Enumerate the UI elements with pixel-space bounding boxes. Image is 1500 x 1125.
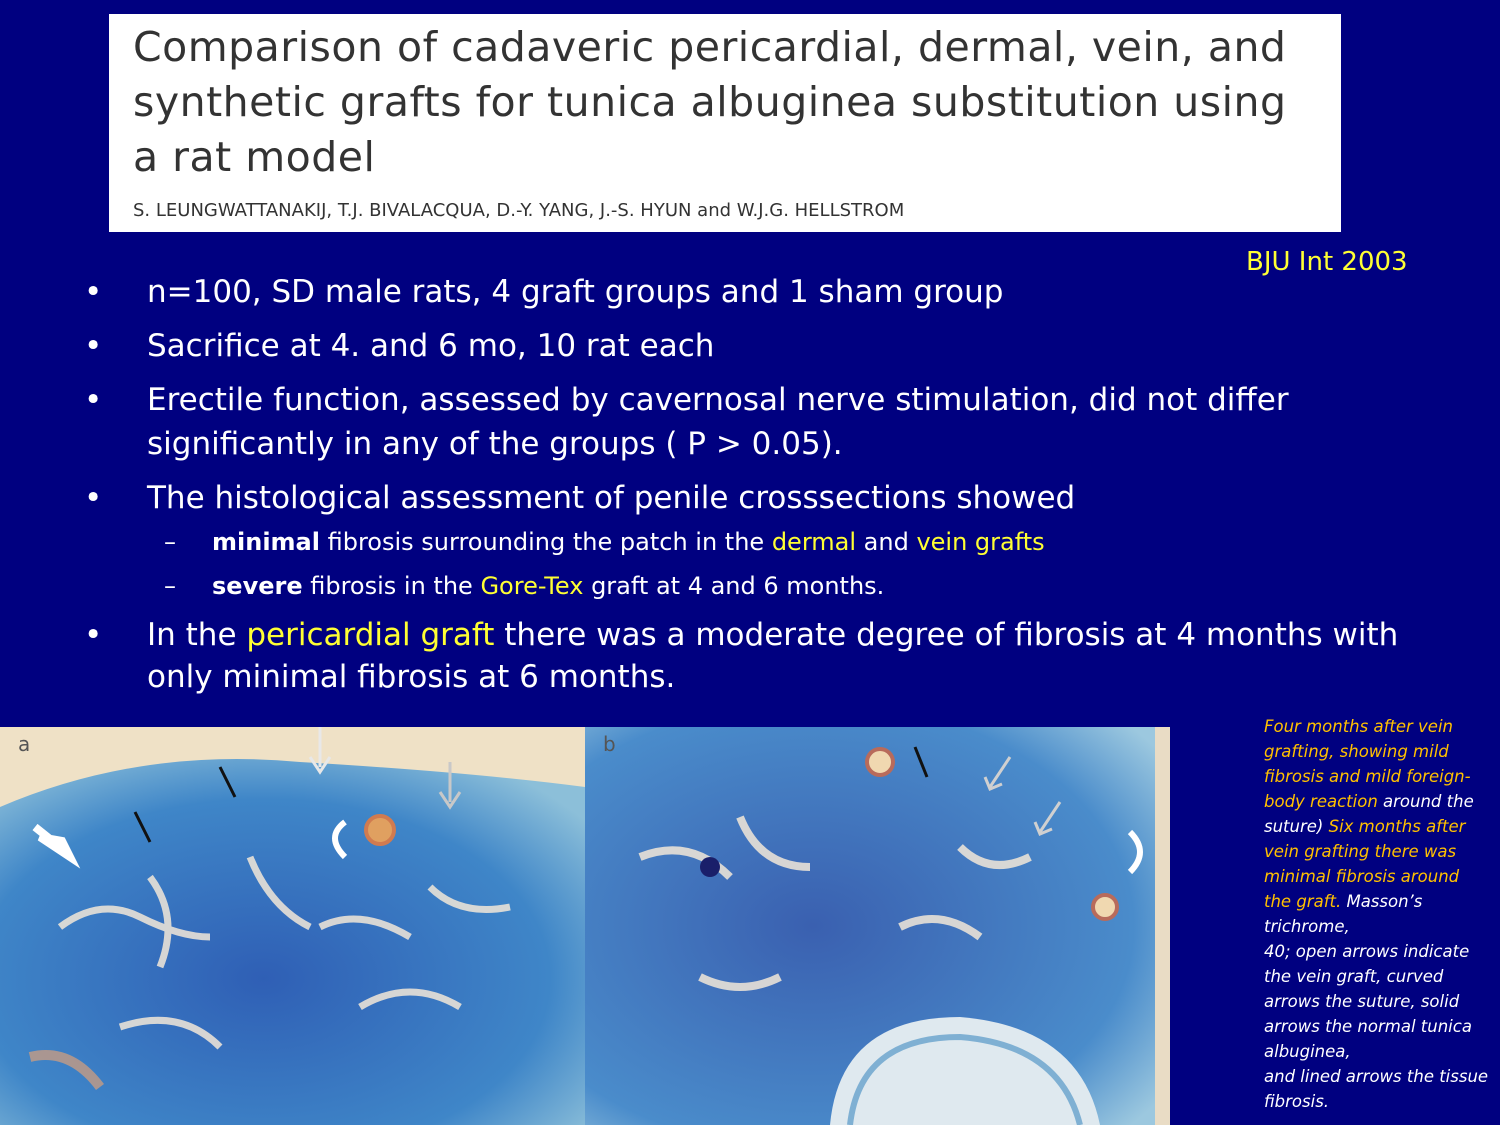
journal-citation: BJU Int 2003: [1246, 247, 1408, 277]
title-line-1: Comparison of cadaveric pericardial, dermal, vein, and: [133, 23, 1287, 71]
paper-title: [133, 20, 1323, 185]
bullet-list: [84, 270, 1464, 708]
panel-b-label: b: [603, 732, 616, 756]
histology-panel-a: [0, 727, 585, 1125]
bullet-item: • n=100, SD male rats, 4 graft groups and 1 sham group: [84, 274, 1004, 310]
title-line-2: synthetic grafts for tunica albuginea substitution using: [133, 78, 1287, 126]
sub-bullet-item: – severe fibrosis in the Gore-Tex graft at 4 and 6 months.: [164, 572, 885, 600]
bullet-item: • Erectile function, assessed by cavernosal nerve stimulation, did not differ significantly in any of the groups ( P > 0.05).: [84, 382, 1289, 462]
bullet-item: • The histological assessment of penile crosssections showed: [84, 480, 1076, 516]
sub-bullet-item: – minimal fibrosis surrounding the patch in the dermal and vein grafts: [164, 528, 1045, 556]
bullet-item: • Sacrifice at 4. and 6 mo, 10 rat each: [84, 328, 715, 364]
histology-figure: [0, 727, 1170, 1125]
paper-title-banner: [109, 14, 1341, 232]
histology-panel-b: [585, 727, 1170, 1125]
title-line-3: a rat model: [133, 133, 376, 181]
paper-authors: S. LEUNGWATTANAKIJ, T.J. BIVALACQUA, D.-Y. YANG, J.-S. HYUN and W.J.G. HELLSTROM: [133, 200, 905, 221]
figure-caption: Four months after vein grafting, showing mild fibrosis and mild foreign-body reaction around the suture) Six months after vein grafting there was minimal fibrosis around the graft. Masson’s trichrome, 40; open arrows indicate the vein graft, curved arrows the suture, solid arrows the normal tunica albuginea, and lined arrows the tissue fibrosis.: [1264, 717, 1489, 1111]
bullet-item: • In the pericardial graft there was a moderate degree of fibrosis at 4 months with only minimal fibrosis at 6 months.: [84, 617, 1399, 695]
panel-a-label: a: [18, 732, 31, 756]
